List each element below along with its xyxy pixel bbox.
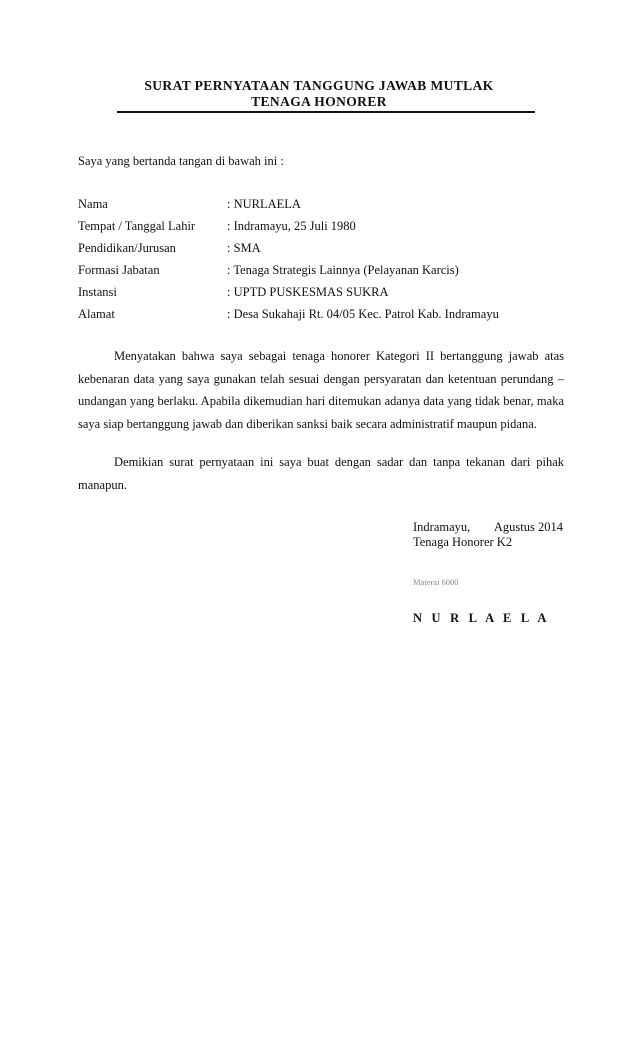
field-value: : NURLAELA [227,197,301,211]
statement-text: Menyatakan bahwa saya sebagai tenaga honorer Kategori II bertanggung jawab atas kebenaran data yang saya gunakan telah sesuai dengan persyaratan dan ketentuan perundang – undangan yang berlaku. Apabila dikemudian hari ditemukan adanya data yang tidak benar, maka saya siap bertanggung jawab dan diberikan sanksi baik secara administratif maupun pidana. [78,349,564,431]
signature-date: Agustus 2014 [493,520,563,534]
statement-paragraph [78,345,564,435]
stamp-placeholder: Materai 6000 [413,577,459,587]
closing-text: Demikian surat pernyataan ini saya buat dengan sadar dan tanpa tekanan dari pihak manapun. [78,455,564,492]
field-label: Nama [78,197,108,211]
signatory-name: N U R L A E L A [413,611,550,625]
title-line-1: SURAT PERNYATAAN TANGGUNG JAWAB MUTLAK [144,78,494,93]
title-line-2: TENAGA HONORER [251,94,387,109]
signature-city: Indramayu, [413,520,471,534]
closing-paragraph [78,451,564,496]
title-underline [117,111,535,113]
signature-role: Tenaga Honorer K2 [413,535,513,549]
field-label: Alamat [78,307,115,321]
field-value: : Desa Sukahaji Rt. 04/05 Kec. Patrol Kab. Indramayu [227,307,499,321]
intro-text: Saya yang bertanda tangan di bawah ini : [78,154,284,168]
field-label: Formasi Jabatan [78,263,160,277]
field-label: Pendidikan/Jurusan [78,241,176,255]
field-value: : Tenaga Strategis Lainnya (Pelayanan Karcis) [227,263,459,277]
field-value: : UPTD PUSKESMAS SUKRA [227,285,389,299]
field-value: : SMA [227,241,261,255]
field-label: Tempat / Tanggal Lahir [78,219,196,233]
field-label: Instansi [78,285,117,299]
field-value: : Indramayu, 25 Juli 1980 [227,219,356,233]
